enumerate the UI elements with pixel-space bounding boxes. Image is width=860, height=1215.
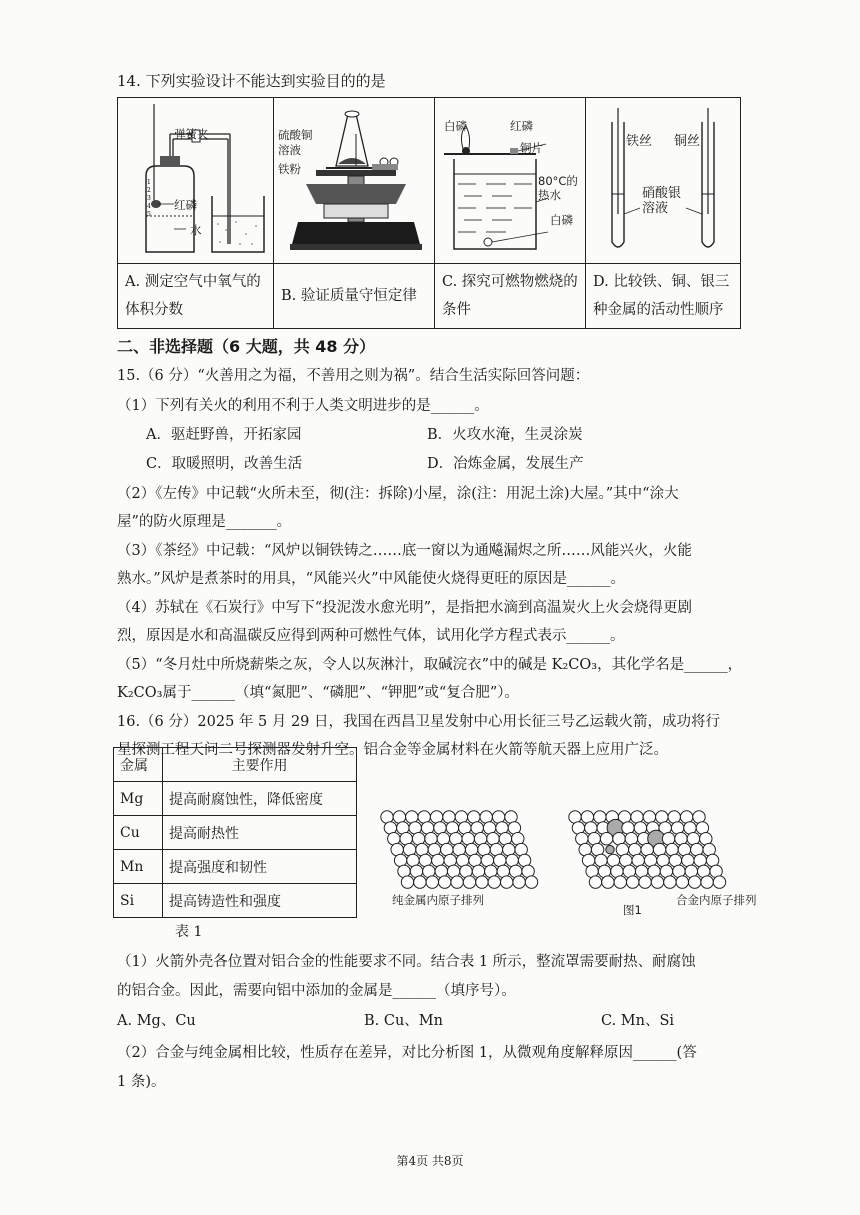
q16-part2-line1: （2）合金与纯金属相比较，性质存在差异，对比分析图 1，从微观角度解释原因______(答 xyxy=(117,1045,697,1061)
fig-c-white-phos2-label: 白磷 xyxy=(550,213,573,227)
fig-c-white-phos-label: 白磷 xyxy=(444,119,467,133)
q16-choice-a: A. Mg、Cu xyxy=(117,1013,196,1029)
q15-part3-line2: 熟水。”风炉是煮茶时的用具，“风能兴火”中风能使火烧得更旺的原因是______。 xyxy=(117,571,625,587)
q16-choice-b: B. Cu、Mn xyxy=(364,1013,443,1029)
svg-text:5: 5 xyxy=(147,211,151,218)
page-footer: 第4页 共8页 xyxy=(396,1154,464,1168)
svg-text:4: 4 xyxy=(147,203,151,210)
metal-atom xyxy=(414,876,426,888)
metal-atom xyxy=(600,833,612,845)
metal-atom xyxy=(676,876,688,888)
q16-part2-line2: 1 条)。 xyxy=(117,1074,166,1090)
table-cell: Cu xyxy=(114,816,163,850)
q15-part4-line2: 烈，原因是水和高温碳反应得到两种可燃性气体，试用化学方程式表示______。 xyxy=(117,628,625,644)
metal-atom xyxy=(463,876,475,888)
table-cell: Mn xyxy=(114,850,163,884)
q15-part1: （1）下列有关火的利用不利于人类文明进步的是______。 xyxy=(117,398,489,414)
table-row xyxy=(114,850,357,884)
fig-d-iron-label: 铁丝 xyxy=(626,134,653,149)
q15-part3-line1: （3）《茶经》中记载：“风炉以铜铁铸之……底一窗以为通飚漏烬之所……风能兴火，火能 xyxy=(117,543,692,559)
metal-atom xyxy=(713,876,725,888)
fig-c-red-phos-label: 红磷 xyxy=(510,119,533,133)
q15-choice-a: A．驱赶野兽，开拓家园 xyxy=(146,427,302,443)
table-cell: Si xyxy=(114,884,163,918)
fig-d-copper-label: 铜丝 xyxy=(674,134,701,149)
table-row xyxy=(114,782,357,816)
metal-atom xyxy=(689,876,701,888)
metal-atom xyxy=(439,876,451,888)
q14-option-a: A. 测定空气中氧气的体积分数 xyxy=(125,274,261,318)
q14-title: 14. 下列实验设计不能达到实验目的的是 xyxy=(117,72,386,90)
svg-text:1: 1 xyxy=(147,179,151,186)
q14-option-b: B. 验证质量守恒定律 xyxy=(281,288,417,304)
table-cell: Mg xyxy=(114,782,163,816)
q14-option-c: C. 探究可燃物燃烧的条件 xyxy=(442,274,578,318)
q15-choice-d: D．冶炼金属，发展生产 xyxy=(427,456,584,472)
q16-choice-c: C. Mn、Si xyxy=(601,1013,675,1029)
q15-stem: 15.（6 分）“火善用之为福，不善用之则为祸”。结合生活实际回答问题： xyxy=(117,368,590,384)
table-caption: 表 1 xyxy=(175,924,203,940)
fig-a-clip-label: 弹簧夹 xyxy=(174,127,209,141)
table-row xyxy=(114,884,357,918)
fig1-right-caption: 合金内原子排列 xyxy=(676,893,757,907)
q15-part5-line1: （5）“冬月灶中所烧薪柴之灰，令人以灰淋汁，取碱浣衣”中的碱是 K₂CO₃，其化学名是______， xyxy=(117,657,743,673)
alloy-table xyxy=(113,747,357,918)
table-cell: 提高耐热性 xyxy=(163,816,357,850)
q15-part4-line1: （4）苏轼在《石炭行》中写下“投泥泼水愈光明”，是指把水滴到高温炭火上火会烧得更剧 xyxy=(117,600,693,616)
q15-part2-line1: （2）《左传》中记载“火所未至，彻(注：拆除)小屋，涂(注：用泥土涂)大屋。”其中“涂大 xyxy=(117,486,679,502)
fig-b-cuso4-label: 硫酸铜溶液 xyxy=(278,128,313,157)
svg-text:3: 3 xyxy=(147,195,151,202)
table-cell: 提高耐腐蚀性，降低密度 xyxy=(163,782,357,816)
metal-atom xyxy=(476,876,488,888)
fig-d-silvernitrate-label: 硝酸银溶液 xyxy=(642,186,682,216)
q16-stem-line1: 16.（6 分）2025 年 5 月 29 日，我国在西昌卫星发射中心用长征三号乙运载火箭，成功将行 xyxy=(117,714,721,730)
svg-text:2: 2 xyxy=(147,187,151,194)
fig1-left-caption: 纯金属内原子排列 xyxy=(392,893,484,907)
metal-atom xyxy=(627,876,639,888)
table-header-metal: 金属 xyxy=(114,748,163,782)
fig-a-water-label: 水 xyxy=(190,223,202,237)
metal-atom xyxy=(513,876,525,888)
fig-c-copper-label: 铜片 xyxy=(520,141,543,155)
q15-part2-line2: 屋”的防火原理是_______。 xyxy=(117,514,292,530)
table-header-row xyxy=(114,748,357,782)
section-heading: 二、非选择题（6 大题，共 48 分） xyxy=(117,337,376,356)
metal-atom xyxy=(639,876,651,888)
q16-part1-line2: 的铝合金。因此，需要向铝中添加的金属是______（填序号）。 xyxy=(117,983,516,999)
fig1-caption: 图1 xyxy=(623,903,642,917)
q15-part5-line2: K₂CO₃属于______（填“氮肥”、“磷肥”、“钾肥”或“复合肥”）。 xyxy=(117,685,519,701)
metal-atom xyxy=(488,876,500,888)
metal-atom xyxy=(602,876,614,888)
metal-atom xyxy=(451,876,463,888)
metal-atom xyxy=(701,876,713,888)
q16-stem-line2: 星探测工程天问二号探测器发射升空。铝合金等金属材料在火箭等航天器上应用广泛。 xyxy=(117,742,668,758)
metal-atom xyxy=(651,876,663,888)
fig-b-iron-label: 铁粉 xyxy=(278,162,301,176)
figure-d-test-tubes xyxy=(588,104,738,259)
fig-a-phosphorus-label: 红磷 xyxy=(174,198,197,212)
metal-atom xyxy=(614,876,626,888)
table-cell: 提高强度和韧性 xyxy=(163,850,357,884)
metal-atom xyxy=(426,876,438,888)
metal-atom xyxy=(401,876,413,888)
q15-choice-b: B．火攻水淹，生灵涂炭 xyxy=(427,427,583,443)
table-cell: 提高铸造性和强度 xyxy=(163,884,357,918)
table-row xyxy=(114,816,357,850)
metal-atom xyxy=(664,876,676,888)
fig-c-hotwater-label: 80°C的热水 xyxy=(538,174,578,202)
alloy-atom xyxy=(606,845,614,853)
q14-table xyxy=(117,97,741,329)
q16-part1-line1: （1）火箭外壳各位置对铝合金的性能要求不同。结合表 1 所示，整流罩需要耐热、耐腐蚀 xyxy=(117,954,696,970)
table-header-role: 主要作用 xyxy=(163,748,357,782)
q14-option-d: D. 比较铁、铜、银三种金属的活动性顺序 xyxy=(593,274,730,318)
metal-atom xyxy=(589,876,601,888)
figure-1-atom-arrangement xyxy=(370,800,750,900)
metal-atom xyxy=(501,876,513,888)
q15-choice-c: C．取暖照明，改善生活 xyxy=(146,456,303,472)
metal-atom xyxy=(525,876,537,888)
